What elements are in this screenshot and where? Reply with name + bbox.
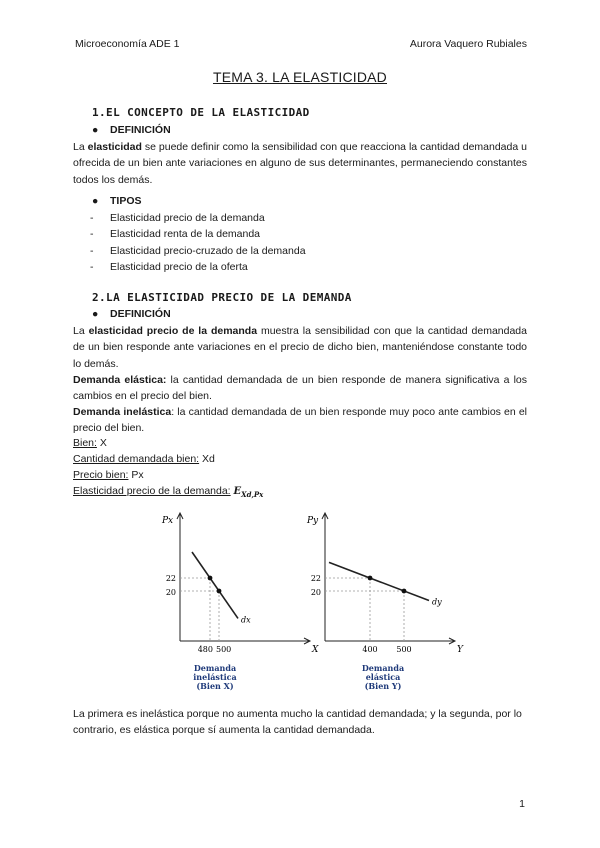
x-tick-label: 480 bbox=[197, 645, 213, 654]
list-item: - Elasticidad precio de la oferta bbox=[90, 259, 306, 275]
page-number: 1 bbox=[519, 798, 525, 810]
conclusion-text: La primera es inelástica porque no aumenta mucho la cantidad demandada; y la segunda, por lo contrario, es elástica porque sí aumenta la cantidad demandada. bbox=[73, 708, 522, 737]
inelastic-demand-text: Demanda inelástica: la cantidad demandada de un bien responde muy poco ante cambios en el precio del bien. bbox=[73, 406, 527, 435]
demand-curve-label: dy bbox=[432, 597, 442, 607]
chart-caption: elástica bbox=[365, 672, 401, 682]
data-point bbox=[368, 576, 373, 581]
header-author: Aurora Vaquero Rubiales bbox=[409, 38, 527, 50]
chart-caption: inelástica bbox=[193, 672, 237, 682]
x-tick-label: 500 bbox=[396, 645, 412, 654]
elasticity-symbol: $E_{Xd,Px}$ bbox=[233, 486, 264, 499]
y-axis-label: Px bbox=[162, 516, 174, 526]
elastic-demand-text: Demanda elástica: la cantidad demandada de un bien responde de manera significativa a los cambios en el precio del bien. bbox=[73, 374, 527, 403]
y-axis-label: Py bbox=[307, 516, 319, 526]
notation-good: Bien: X bbox=[73, 437, 107, 449]
chart-caption: (Bien X) bbox=[196, 681, 234, 691]
y-tick-label: 20 bbox=[165, 588, 176, 597]
notation-quantity: Cantidad demandada bien: Xd bbox=[73, 453, 215, 465]
x-axis-label: X bbox=[312, 645, 319, 655]
y-tick-label: 20 bbox=[310, 588, 321, 597]
notation-price: Precio bien: Px bbox=[73, 469, 144, 481]
list-item: - Elasticidad precio de la demanda bbox=[90, 210, 306, 226]
list-item: - Elasticidad precio-cruzado de la demanda bbox=[90, 243, 306, 259]
types-list bbox=[90, 210, 306, 275]
y-tick-label: 22 bbox=[165, 574, 176, 583]
demand-curve-label: dx bbox=[241, 615, 251, 625]
y-tick-label: 22 bbox=[310, 574, 321, 583]
demand-elasticity-figure bbox=[130, 508, 470, 703]
demand-curve bbox=[192, 552, 238, 618]
section-1-definition: La elasticidad se puede definir como la sensibilidad con que reacciona la cantidad demandada u ofrecida de un bien ante variaciones en alguno de sus determinantes, permaneciendo constantes todos los demás. bbox=[73, 141, 527, 186]
notation-elasticity: Elasticidad precio de la demanda: $E_{Xd,Px}$ bbox=[73, 485, 264, 499]
section-2-definition-label: ● DEFINICIÓN bbox=[92, 308, 171, 320]
data-point bbox=[402, 589, 407, 594]
section-1-types-label: ● TIPOS bbox=[92, 195, 142, 207]
data-point bbox=[208, 576, 213, 581]
list-item: - Elasticidad renta de la demanda bbox=[90, 226, 306, 242]
page-title: TEMA 3. LA ELASTICIDAD bbox=[212, 69, 387, 85]
x-tick-label: 400 bbox=[362, 645, 378, 654]
demand-curve bbox=[329, 562, 429, 600]
chart-caption: Demanda bbox=[361, 663, 405, 673]
section-2-heading: 2.LA ELASTICIDAD PRECIO DE LA DEMANDA bbox=[92, 291, 352, 304]
chart-caption: Demanda bbox=[193, 663, 237, 673]
x-axis-label: Y bbox=[457, 645, 463, 655]
x-tick-label: 500 bbox=[216, 645, 232, 654]
chart-caption: (Bien Y) bbox=[364, 681, 402, 691]
header-subject: Microeconomía ADE 1 bbox=[75, 38, 180, 50]
section-1-heading: 1.EL CONCEPTO DE LA ELASTICIDAD bbox=[92, 106, 310, 119]
section-1-definition-label: ● DEFINICIÓN bbox=[92, 124, 171, 136]
data-point bbox=[217, 589, 222, 594]
section-2-definition: La elasticidad precio de la demanda muestra la sensibilidad con que la cantidad demandada de un bien responde ante variaciones en el precio de dicho bien, manteniéndose constante todo lo demás. bbox=[73, 325, 527, 370]
